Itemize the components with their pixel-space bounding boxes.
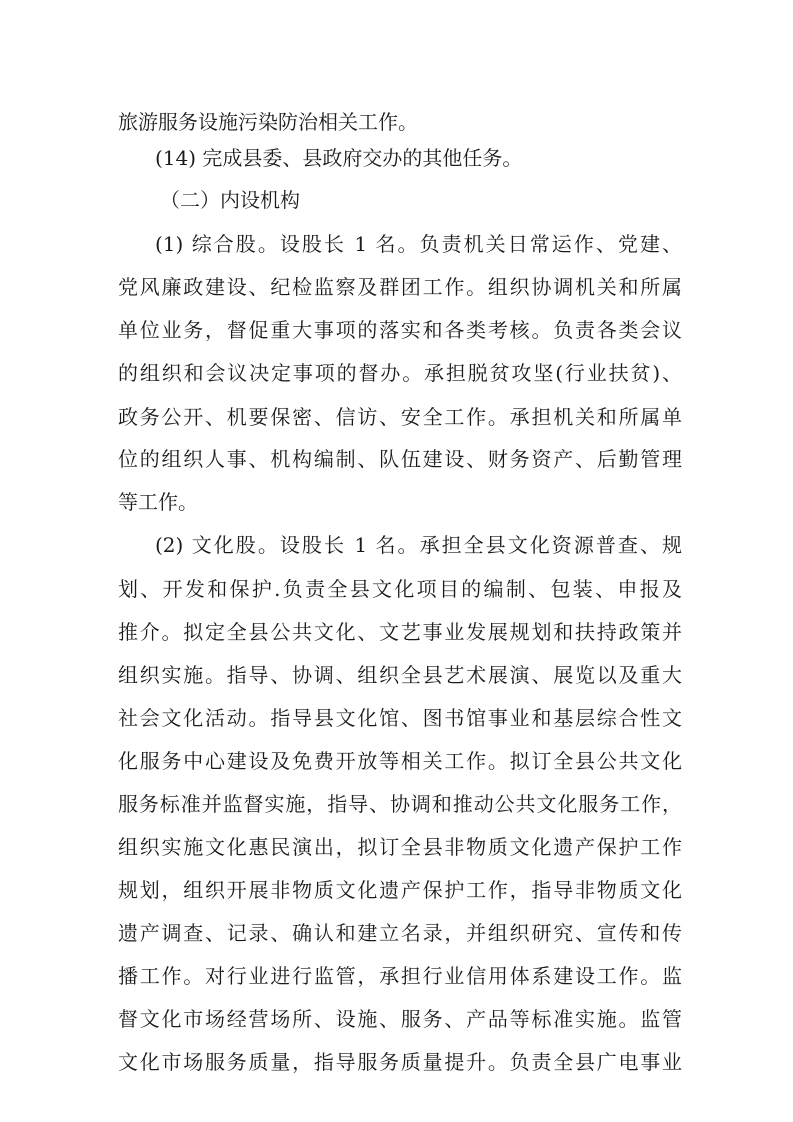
paragraph-line: 划、开发和保护.负责全县文化项目的编制、包装、申报及: [118, 577, 682, 601]
paragraph-line: 遗产调查、记录、确认和建立名录，并组织研究、宣传和传: [118, 921, 682, 945]
paragraph-line: 位的组织人事、机构编制、队伍建设、财务资产、后勤管理: [118, 447, 682, 471]
paragraph-line: 组织实施。指导、协调、组织全县艺术展演、展览以及重大: [118, 663, 682, 687]
paragraph-line: 文化市场服务质量，指导服务质量提升。负责全县广电事业: [118, 1050, 682, 1074]
paragraph-line: 督文化市场经营场所、设施、服务、产品等标准实施。监管: [118, 1007, 682, 1031]
paragraph-line: 组织实施文化惠民演出，拟订全县非物质文化遗产保护工作: [118, 835, 682, 859]
paragraph-line: 社会文化活动。指导县文化馆、图书馆事业和基层综合性文: [118, 706, 682, 730]
paragraph-line: 化服务中心建设及免费开放等相关工作。拟订全县公共文化: [118, 749, 682, 773]
paragraph-line: 政务公开、机要保密、信访、安全工作。承担机关和所属单: [118, 405, 682, 429]
paragraph-line: (1) 综合股。设股长 1 名。负责机关日常运作、党建、: [155, 232, 682, 256]
section-heading: （二）内设机构: [160, 188, 300, 212]
paragraph-line: 等工作。: [118, 490, 198, 514]
paragraph-line: (2) 文化股。设股长 1 名。承担全县文化资源普查、规: [155, 533, 682, 557]
paragraph-line: 播工作。对行业进行监管，承担行业信用体系建设工作。监: [118, 964, 682, 988]
paragraph-line: 推介。拟定全县公共文化、文艺事业发展规划和扶持政策并: [118, 620, 682, 644]
paragraph-line: 单位业务，督促重大事项的落实和各类考核。负责各类会议: [118, 318, 682, 342]
paragraph-line: 服务标准并监督实施，指导、协调和推动公共文化服务工作，: [118, 792, 682, 816]
paragraph-line: 党风廉政建设、纪检监察及群团工作。组织协调机关和所属: [118, 275, 682, 299]
paragraph-line: (14) 完成县委、县政府交办的其他任务。: [155, 146, 523, 170]
paragraph-line: 的组织和会议决定事项的督办。承担脱贫攻坚(行业扶贫)、: [118, 361, 682, 385]
paragraph-line: 规划，组织开展非物质文化遗产保护工作，指导非物质文化: [118, 878, 682, 902]
paragraph-line: 旅游服务设施污染防治相关工作。: [118, 110, 418, 134]
